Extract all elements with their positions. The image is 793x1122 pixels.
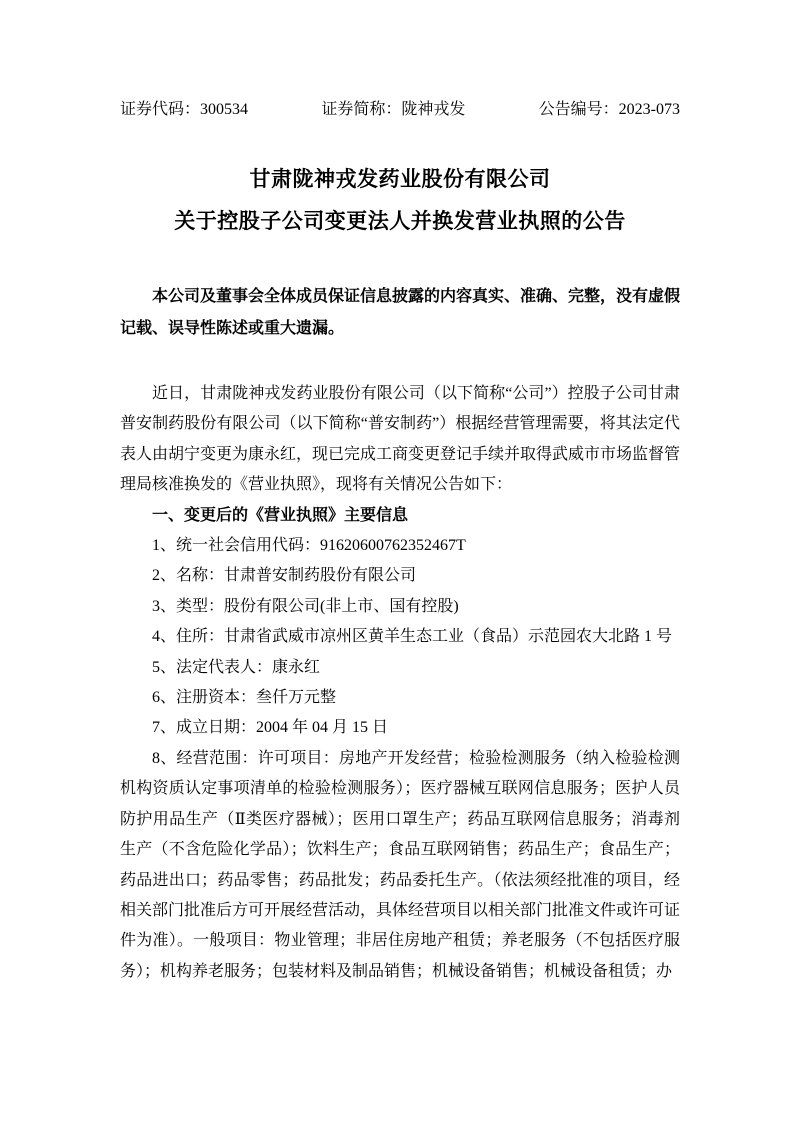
announcement-number-label: 公告编号：2023-073 bbox=[538, 101, 680, 118]
doc-header bbox=[120, 99, 680, 121]
business-scope-paragraph: 8、经营范围：许可项目：房地产开发经营；检验检测服务（纳入检验检测机构资质认定事项清单的检验检测服务）；医疗器械互联网信息服务；医护人员防护用品生产（Ⅱ类医疗器械）；医用口罩生产；药品互联网信息服务；消毒剂生产（不含危险化学品）；饮料生产；食品互联网销售；药品生产；食品生产；药品进出口；药品零售；药品批发；药品委托生产。（依法须经批准的项目，经相关部门批准后方可开展经营活动，具体经营项目以相关部门批准文件或许可证件为准）。一般项目：物业管理；非居住房地产租赁；养老服务（不包括医疗服务）；机构养老服务；包装材料及制品销售；机械设备销售；机械设备租赁；办 bbox=[120, 749, 681, 980]
list-item-name: 2、名称：甘肃普安制药股份有限公司 bbox=[152, 567, 417, 585]
disclosure-notice: 本公司及董事会全体成员保证信息披露的内容真实、准确、完整，没有虚假记载、误导性陈述或重大遗漏。 bbox=[120, 288, 681, 337]
list-item-address: 4、住所：甘肃省武威市凉州区黄羊生态工业（食品）示范园农大北路 1 号 bbox=[152, 628, 673, 646]
list-item-type: 3、类型：股份有限公司(非上市、国有控股) bbox=[152, 597, 459, 615]
page-content bbox=[120, 0, 680, 987]
stock-code-label: 证券代码：300534 bbox=[120, 101, 249, 118]
section1-heading: 一、变更后的《营业执照》主要信息 bbox=[152, 506, 409, 524]
announcement-title: 关于控股子公司变更法人并换发营业执照的公告 bbox=[174, 209, 626, 233]
stock-name-label: 证券简称：陇神戎发 bbox=[321, 101, 466, 118]
list-item-registered-capital: 6、注册资本：叁仟万元整 bbox=[152, 689, 337, 707]
company-name-title: 甘肃陇神戎发药业股份有限公司 bbox=[249, 167, 551, 191]
list-item-legal-representative: 5、法定代表人：康永红 bbox=[152, 658, 321, 676]
intro-paragraph: 近日，甘肃陇神戎发药业股份有限公司（以下简称“公司”）控股子公司甘肃普安制药股份有限公司（以下简称“普安制药”）根据经营管理需要，将其法定代表人由胡宁变更为康永红，现已完成工商变更登记手续并取得武威市市场监督管理局核准换发的《营业执照》，现将有关情况公告如下： bbox=[120, 385, 681, 494]
list-item-credit-code: 1、统一社会信用代码：91620600762352467T bbox=[152, 537, 466, 555]
list-item-establishment-date: 7、成立日期：2004 年 04 月 15 日 bbox=[152, 719, 389, 737]
